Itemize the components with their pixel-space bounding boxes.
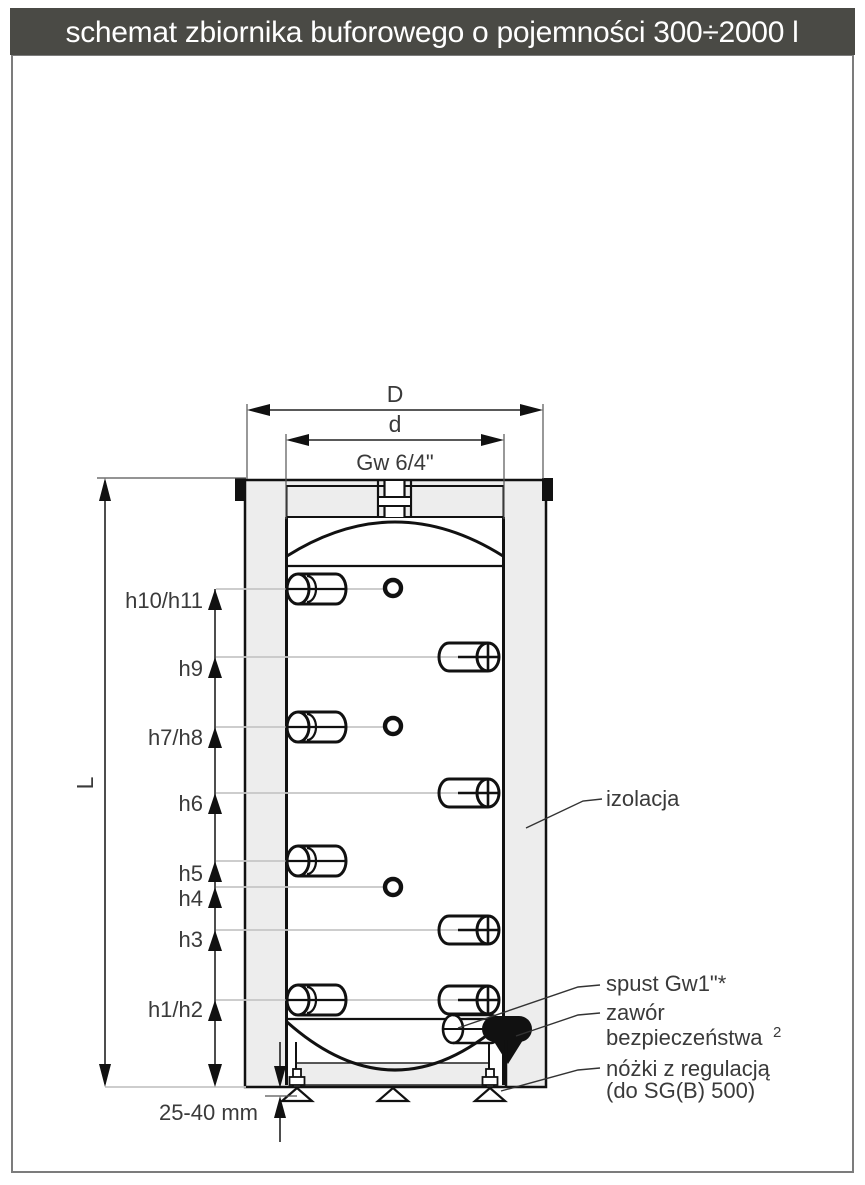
drain-label: spust Gw1"* [606,971,727,996]
base-skirt [296,1063,489,1085]
total-height-label: L [72,776,98,790]
sensor-pocket-middle [385,718,401,734]
level-label-h3: h3 [178,927,203,952]
page-title: schemat zbiornika buforowego o pojemności 300÷2000 l [65,16,799,49]
feet-label-line1: nóżki z regulacją [606,1056,770,1081]
level-label-h1-h2: h1/h2 [147,997,203,1022]
level-label-h6: h6 [178,791,203,816]
insulation-clamp-right [542,478,553,501]
safety-valve-footnote: 2 [773,1024,782,1041]
sensor-pocket-h4 [385,879,401,895]
level-label-h10-h11: h10/h11 [125,588,203,613]
feet-clearance-label: 25-40 mm [158,1100,258,1125]
sensor-pocket-top [385,580,401,596]
insulation-clamp-left [235,478,246,501]
level-label-h7-h8: h7/h8 [147,725,203,750]
level-label-h9: h9 [178,656,203,681]
outer-diameter-label: D [386,381,404,407]
insulation-label: izolacja [606,786,680,811]
top-connection-label: Gw 6/4" [356,450,434,475]
safety-valve-label-line2: bezpieczeństwa [606,1025,763,1050]
level-label-h4: h4 [178,886,203,911]
safety-valve-label-line1: zawór [606,1000,665,1025]
tank-body [287,481,504,1085]
tank-diameter-label: d [388,411,402,437]
feet-label-line2: (do SG(B) 500) [606,1078,756,1103]
level-label-h5: h5 [178,861,203,886]
title-bar [10,8,855,55]
